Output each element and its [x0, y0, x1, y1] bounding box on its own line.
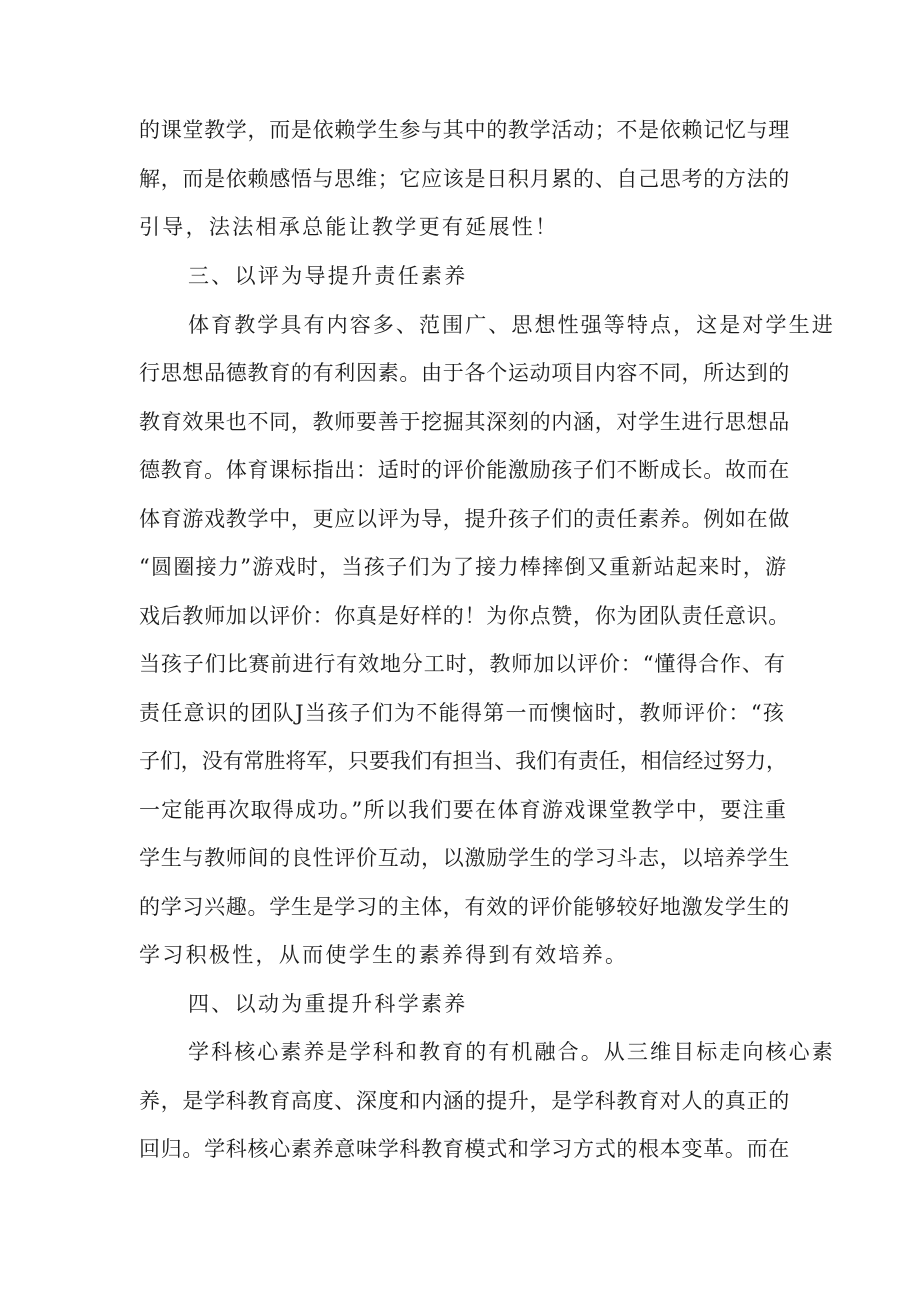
text-line: 学习积极性，从而使学生的素养得到有效培养。: [139, 943, 629, 967]
text-line: 教育效果也不同，教师要善于挖掘其深刻的内涵，对学生进行思想品: [139, 410, 790, 434]
text-line: 解，而是依赖感悟与思维；它应该是日积月累的、自己思考的方法的: [139, 167, 790, 191]
text-line: 一定能再次取得成功。”所以我们要在体育游戏课堂教学中，要注重: [139, 798, 788, 822]
text-line: 德教育。体育课标指出：适时的评价能激励孩子们不断成长。故而在: [139, 458, 790, 482]
text-line: 学科核心素养是学科和教育的有机融合。从三维目标走向核心素: [188, 1040, 835, 1064]
text-line: 的学习兴趣。学生是学习的主体，有效的评价能够较好地激发学生的: [139, 895, 790, 919]
section-heading: 四、以动为重提升科学素养: [188, 992, 468, 1016]
text-line: 当孩子们比赛前进行有效地分工时，教师加以评价：“懂得合作、有: [139, 652, 786, 676]
text-line: 的课堂教学，而是依赖学生参与其中的教学活动；不是依赖记忆与理: [139, 118, 790, 142]
section-heading: 三、以评为导提升责任素养: [188, 264, 468, 288]
text-line: 引导，法法相承总能让教学更有延展性！: [139, 215, 559, 239]
text-line: 养，是学科教育高度、深度和内涵的提升，是学科教育对人的真正的: [139, 1089, 790, 1113]
text-line: 行思想品德教育的有利因素。由于各个运动项目内容不同，所达到的: [139, 361, 790, 385]
text-line: “圆圈接力”游戏时，当孩子们为了接力棒摔倒又重新站起来时，游: [139, 555, 788, 579]
text-line: 学生与教师间的良性评价互动，以激励学生的学习斗志，以培养学生: [139, 846, 790, 870]
text-line: 体育教学具有内容多、范围广、思想性强等特点，这是对学生进: [188, 313, 835, 337]
text-line: 体育游戏教学中，更应以评为导，提升孩子们的责任素养。例如在做: [139, 507, 790, 531]
text-line: 戏后教师加以评价：你真是好样的！为你点赞，你为团队责任意识。: [139, 604, 790, 628]
text-line: 责任意识的团队J当孩子们为不能得第一而懊恼时，教师评价：“孩: [139, 701, 786, 725]
text-line: 回归。学科核心素养意味学科教育模式和学习方式的根本变革。而在: [139, 1137, 790, 1161]
text-line: 子们，没有常胜将军，只要我们有担当、我们有责任，相信经过努力，: [139, 749, 787, 773]
